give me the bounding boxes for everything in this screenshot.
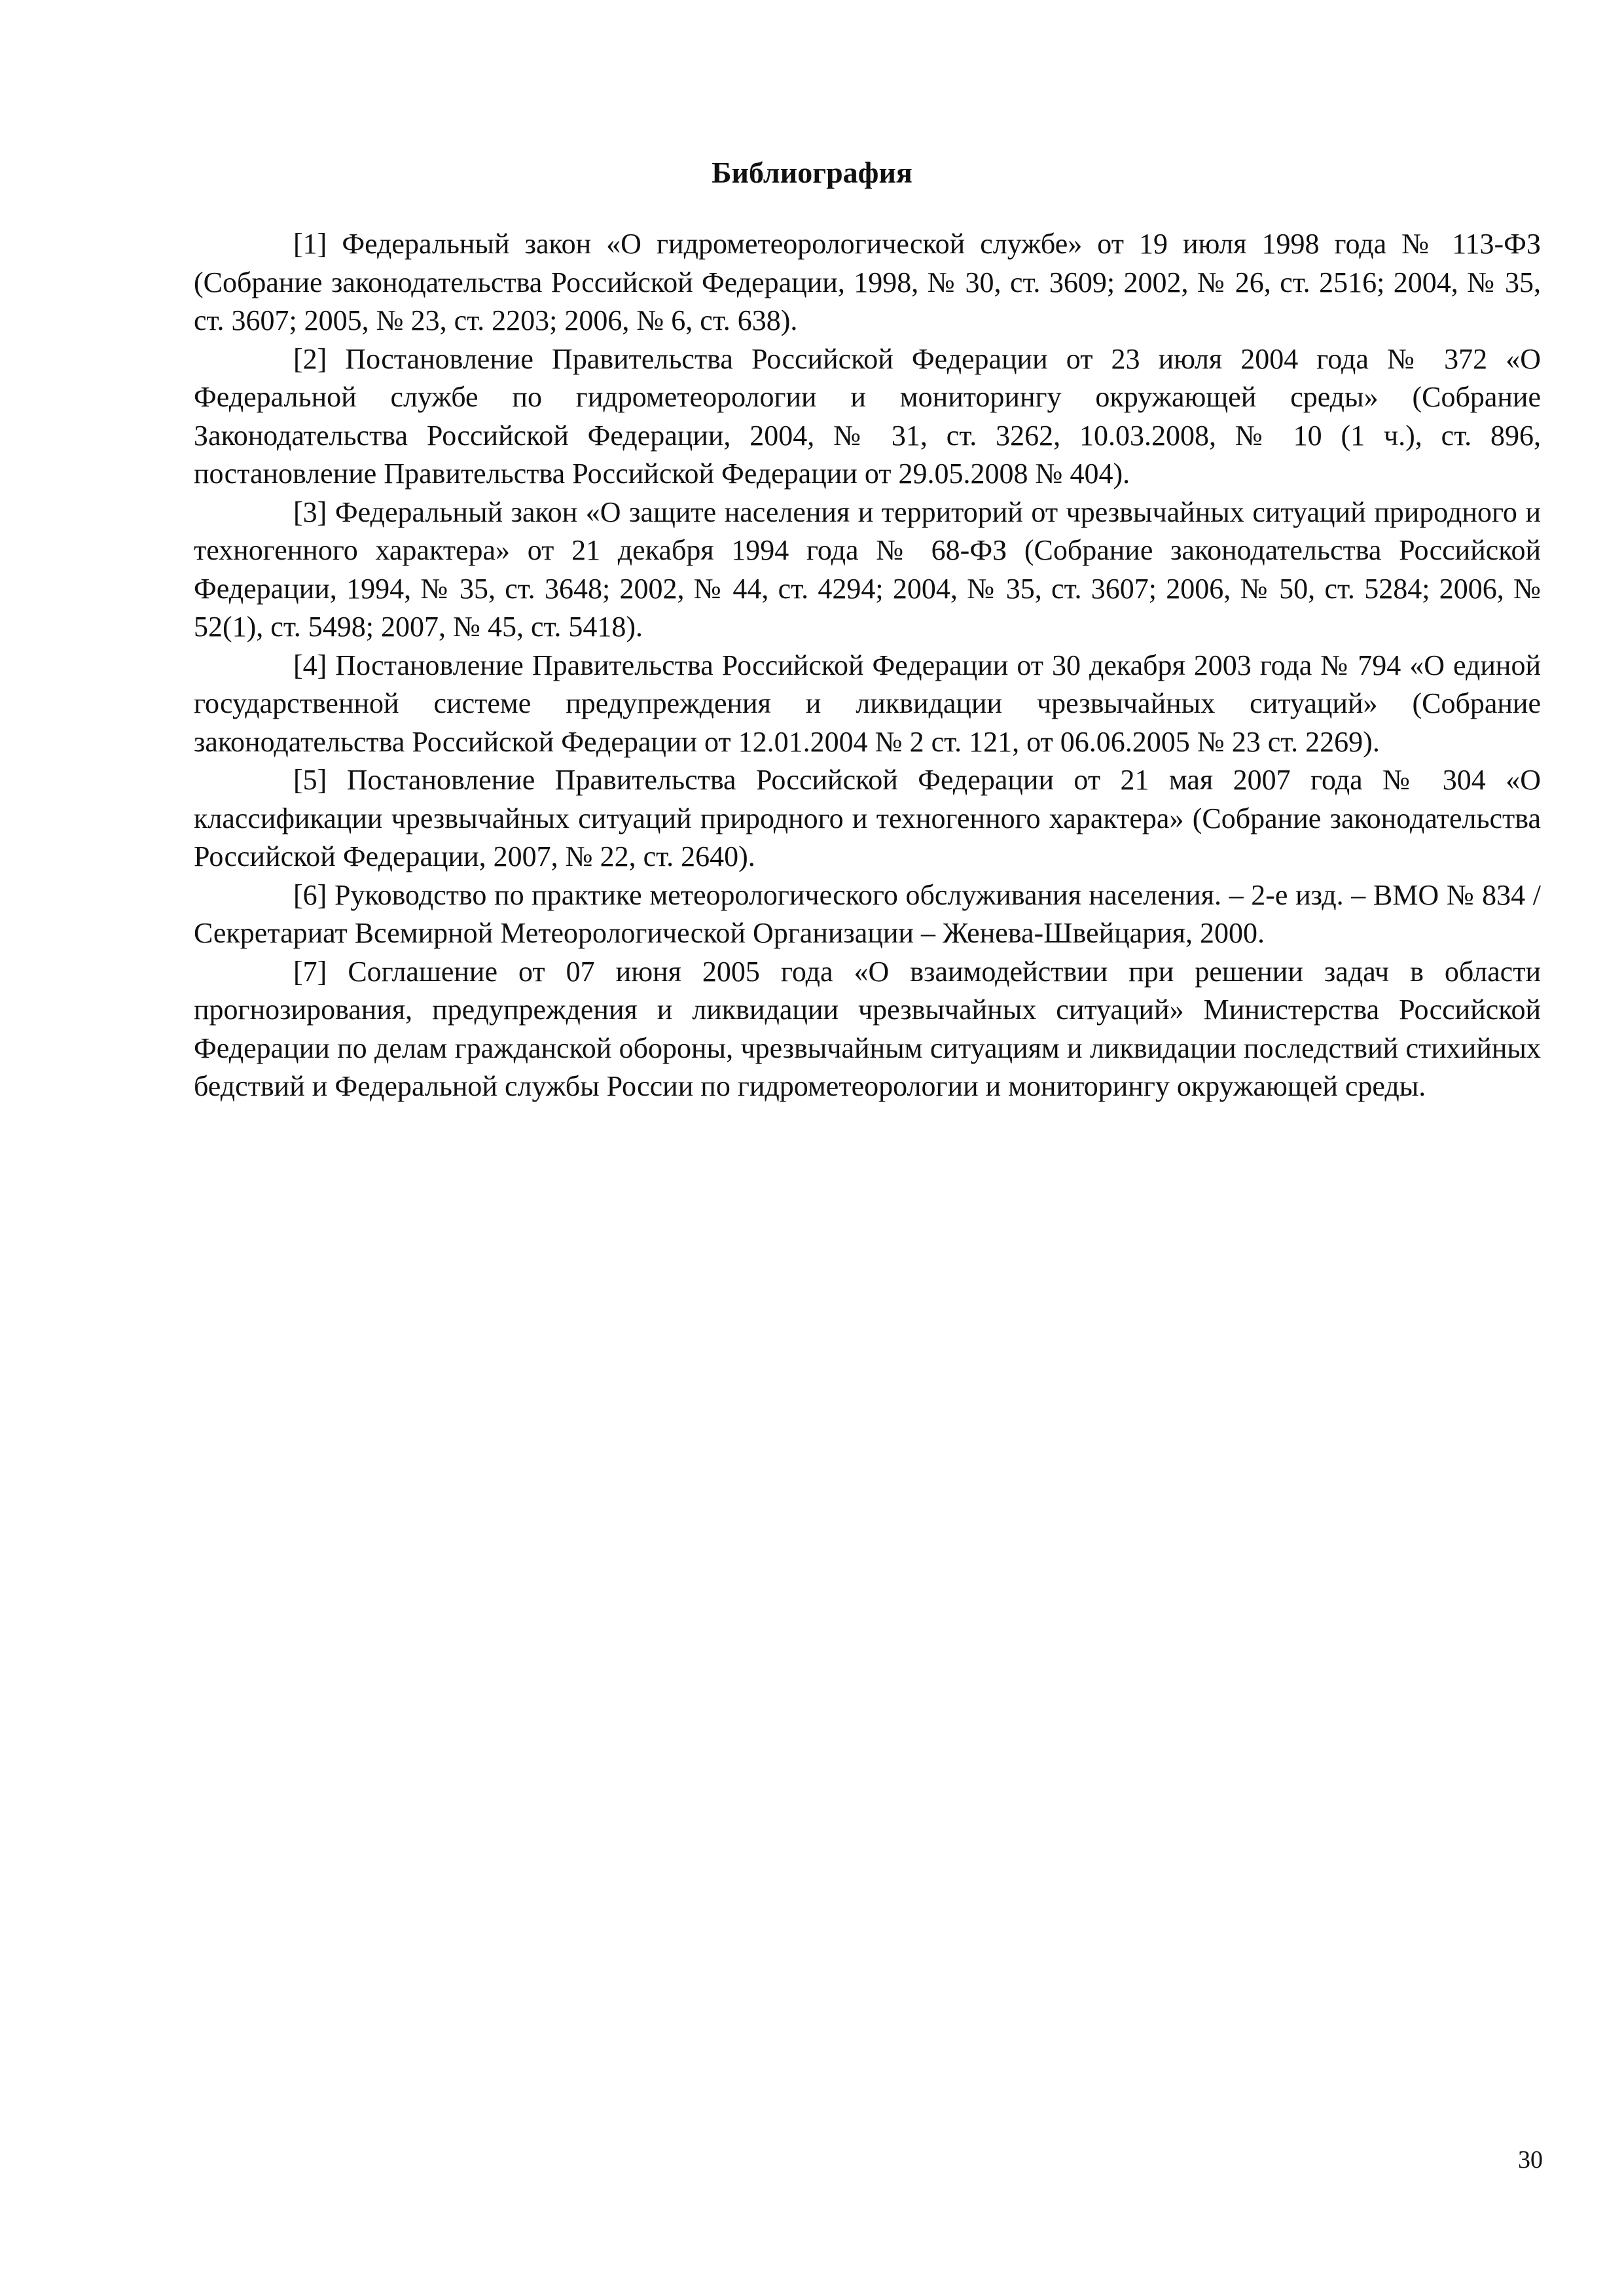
bibliography-entry-1: [1] Федеральный закон «О гидрометеорологической службе» от 19 июля 1998 года № 113-ФЗ (Собрание законодательства Российской Федерации, 1998, № 30, ст. 3609; 2002, № 26, ст. 2516; 2004, № 35, ст. 3607; 2005, № 23, ст. 2203; 2006, № 6, ст. 638). bbox=[194, 228, 1541, 336]
page-number: 30 bbox=[1518, 2146, 1543, 2174]
bibliography-entry-6: [6] Руководство по практике метеорологического обслуживания населения. – 2-е изд. – ВМО № 834 / Секретариат Всемирной Метеорологической Организации – Женева-Швейцария, 2000. bbox=[194, 878, 1541, 949]
bibliography-entry-3: [3] Федеральный закон «О защите населения и территорий от чрезвычайных ситуаций природного и техногенного характера» от 21 декабря 1994 года № 68-ФЗ (Собрание законодательства Российской Федерации, 1994, № 35, ст. 3648; 2002, № 44, ст. 4294; 2004, № 35, ст. 3607; 2006, № 50, ст. 5284; 2006, № 52(1), ст. 5498; 2007, № 45, ст. 5418). bbox=[194, 495, 1541, 643]
bibliography-heading: Библиография bbox=[712, 156, 912, 189]
bibliography-entry-2: [2] Постановление Правительства Российской Федерации от 23 июля 2004 года № 372 «О Федеральной службе по гидрометеорологии и мониторингу окружающей среды» (Собрание Законодательства Российской Федерации, 2004, № 31, ст. 3262, 10.03.2008, № 10 (1 ч.), ст. 896, постановление Правительства Российской Федерации от 29.05.2008 № 404). bbox=[194, 342, 1541, 490]
bibliography-list bbox=[194, 225, 1541, 1106]
bibliography-entry-5: [5] Постановление Правительства Российской Федерации от 21 мая 2007 года № 304 «О классификации чрезвычайных ситуаций природного и техногенного характера» (Собрание законодательства Российской Федерации, 2007, № 22, ст. 2640). bbox=[194, 764, 1541, 872]
bibliography-entry-4: [4] Постановление Правительства Российской Федерации от 30 декабря 2003 года № 794 «О единой государственной системе предупреждения и ликвидации чрезвычайных ситуаций» (Собрание законодательства Российской Федерации от 12.01.2004 № 2 ст. 121, от 06.06.2005 № 23 ст. 2269). bbox=[194, 649, 1541, 758]
bibliography-entry-7: [7] Соглашение от 07 июня 2005 года «О взаимодействии при решении задач в области прогнозирования, предупреждения и ликвидации чрезвычайных ситуаций» Министерства Российской Федерации по делам гражданской обороны, чрезвычайным ситуациям и ликвидации последствий стихийных бедствий и Федеральной службы России по гидрометеорологии и мониторингу окружающей среды. bbox=[194, 955, 1541, 1102]
